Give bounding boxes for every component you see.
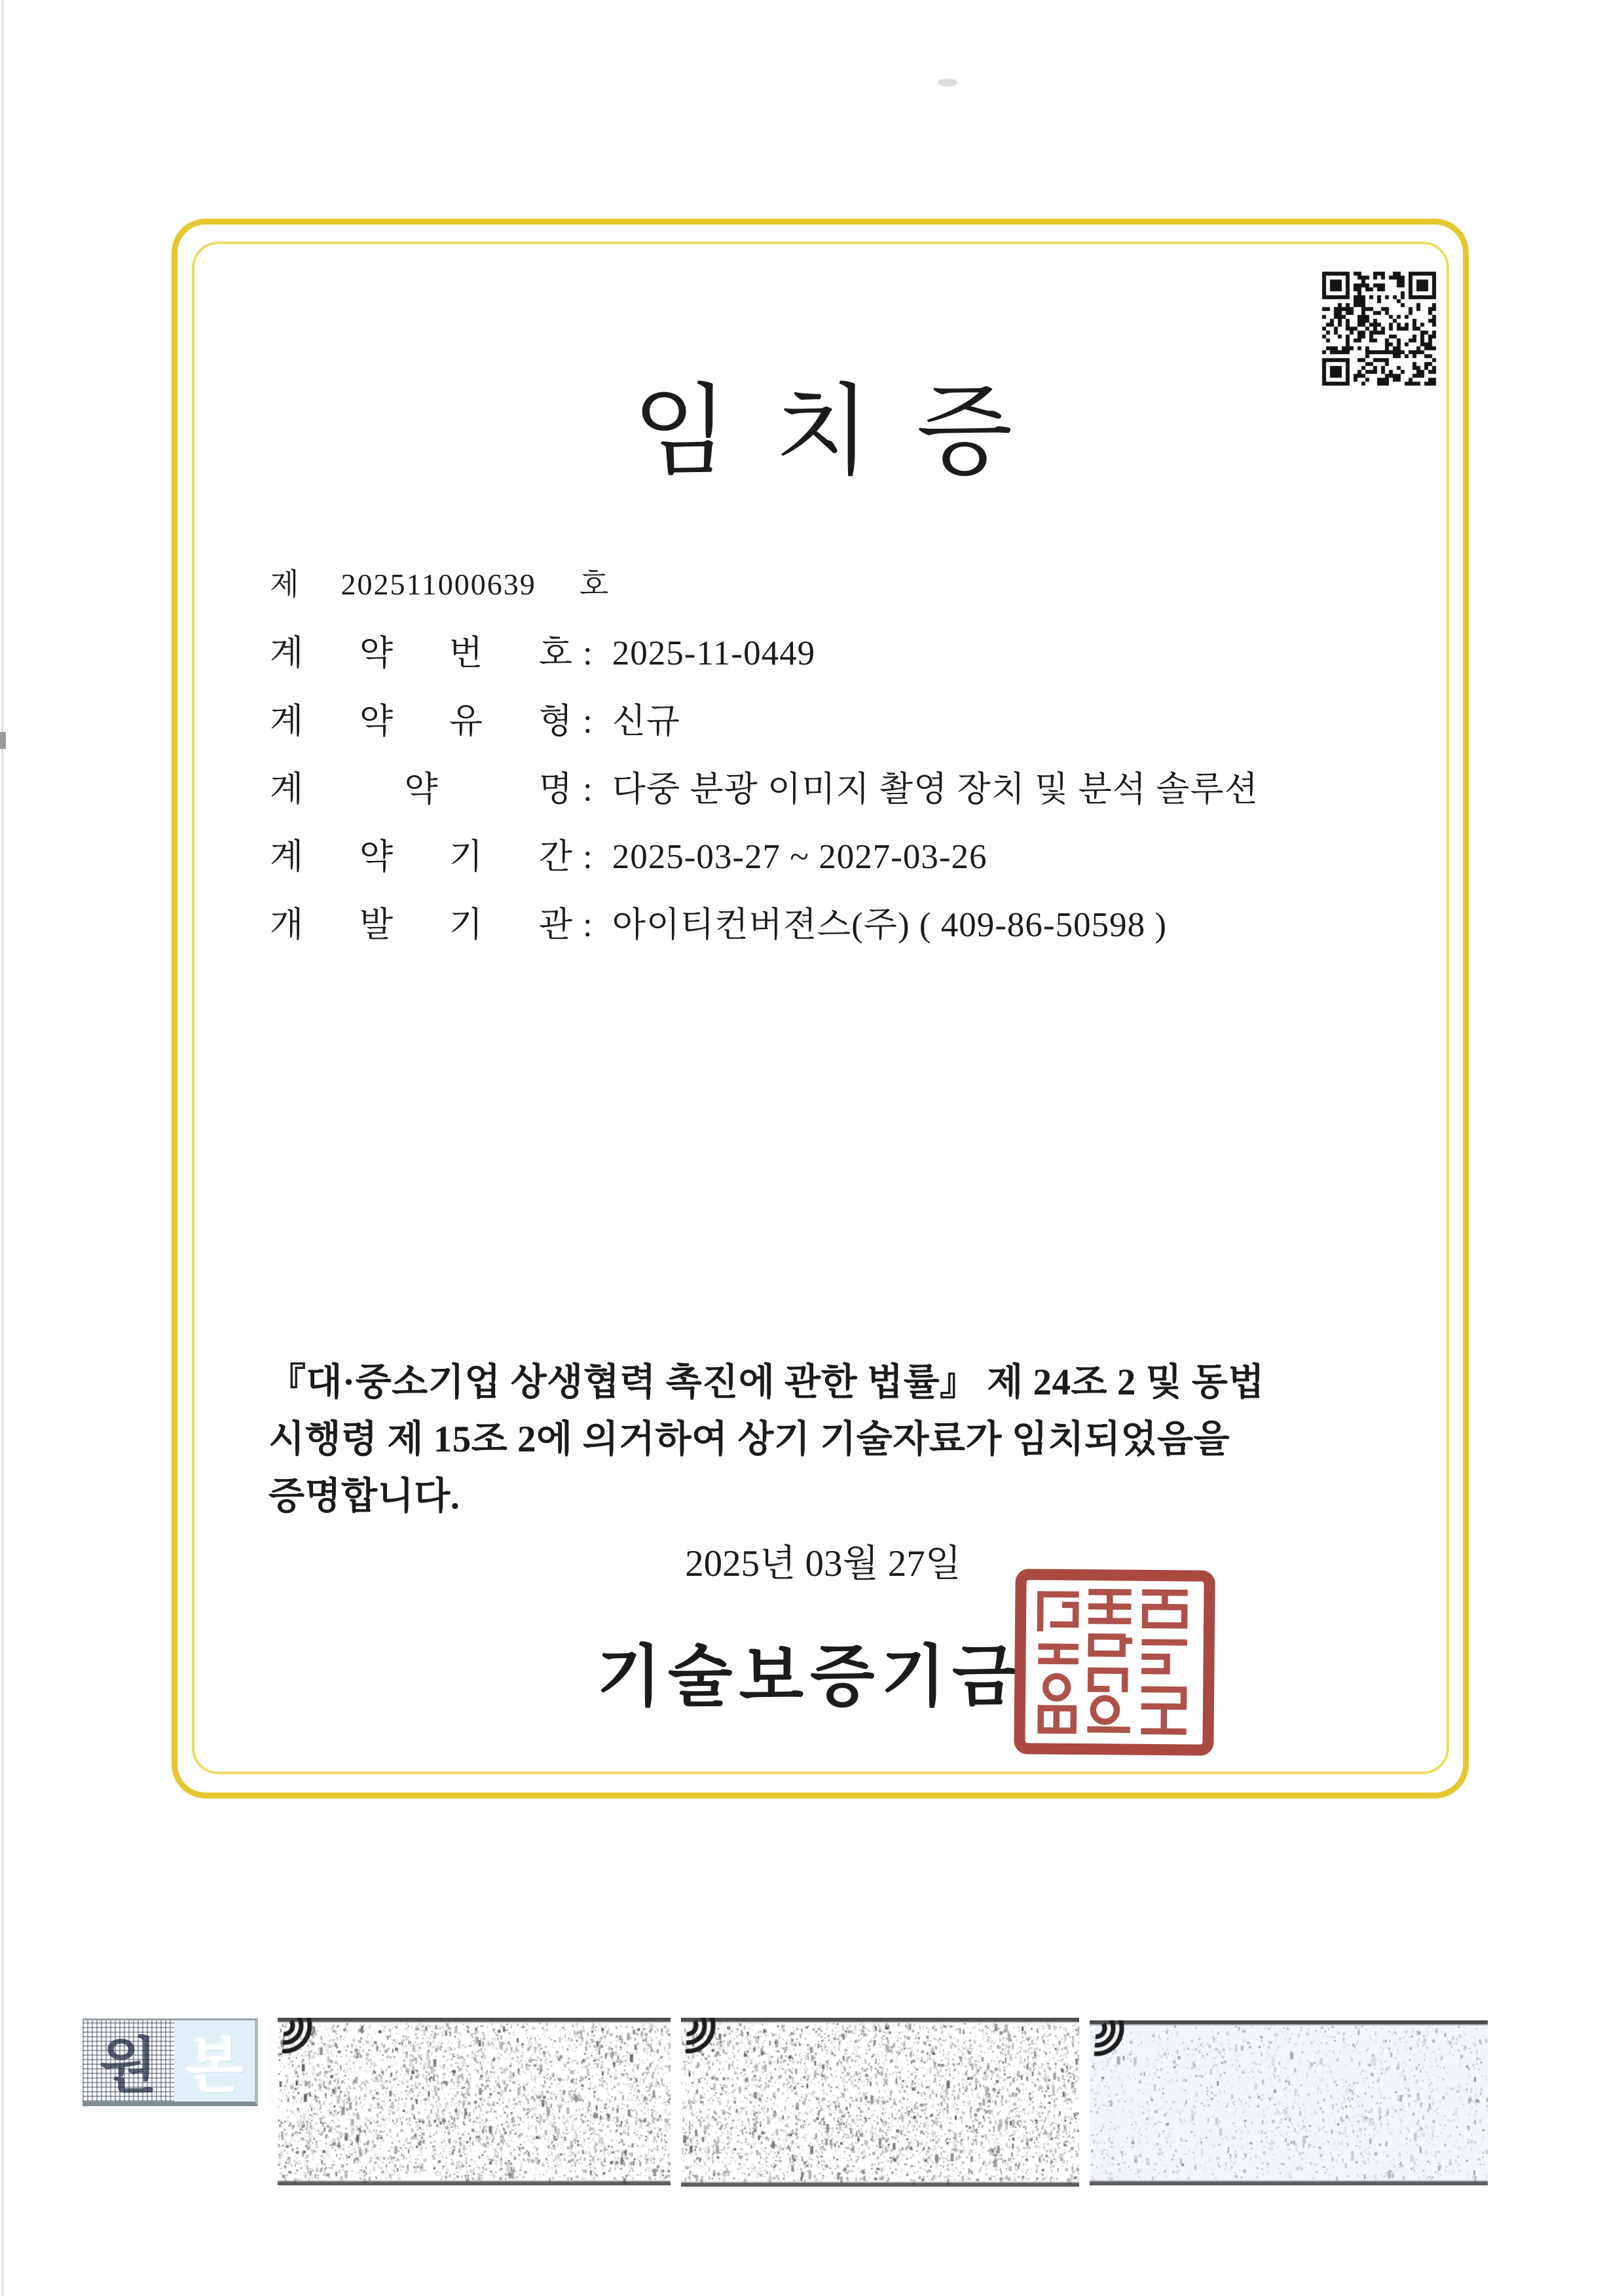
field-label: 계 약 기 간: [270, 838, 572, 876]
legal-statement: [268, 1354, 1395, 1525]
field-row-contract-period: [270, 829, 987, 879]
field-value: 신규: [612, 702, 681, 740]
statement-line: 시행령 제 15조 2에 의거하여 상기 기술자료가 임치되었음을: [268, 1419, 1230, 1460]
issue-date: 2025년 03월 27일: [685, 1543, 961, 1584]
watermark-char-right: 본: [185, 2033, 244, 2100]
field-value: 아이티컨버젼스(주) ( 409-86-50598 ): [612, 906, 1167, 944]
field-colon: :: [583, 771, 593, 809]
field-colon: :: [583, 906, 593, 944]
corporate-seal: [1013, 1568, 1216, 1757]
scan-edge-artifact: [1, 0, 4, 2296]
serial-suffix: 호: [579, 568, 609, 601]
field-colon: :: [583, 634, 593, 672]
security-pattern-strip-2: [681, 2018, 1079, 2187]
issuer-name: 기술보증기금: [597, 1641, 1024, 1715]
field-label: 계 약 명: [270, 771, 572, 809]
field-label: 개 발 기 관: [270, 906, 572, 944]
watermark-right-panel: [174, 2020, 255, 2102]
field-row-contract-type: [270, 693, 680, 743]
serial-prefix: 제: [270, 568, 299, 601]
watermark-left-panel: [83, 2020, 174, 2102]
field-row-contract-number: [270, 625, 815, 675]
field-value: 2025-03-27 ~ 2027-03-26: [612, 838, 987, 876]
field-value: 다중 분광 이미지 촬영 장치 및 분석 솔루션: [612, 771, 1259, 809]
certificate-title: 임 치 증: [632, 377, 1014, 487]
field-value: 2025-11-0449: [612, 634, 816, 672]
watermark-char-left: 원: [99, 2033, 158, 2100]
scan-dash-artifact: [0, 732, 6, 749]
field-colon: :: [583, 702, 593, 740]
statement-line: 증명합니다.: [268, 1476, 460, 1517]
security-pattern-strip-1: [278, 2018, 671, 2185]
field-label: 계 약 유 형: [270, 702, 572, 740]
field-colon: :: [583, 838, 593, 876]
security-pattern-strip-3: [1090, 2020, 1488, 2185]
field-row-developer: [270, 897, 1167, 947]
serial-number: 202511000639: [341, 568, 536, 601]
statement-line: 『대·중소기업 상생협력 촉진에 관한 법률』 제 24조 2 및 동법: [268, 1362, 1265, 1403]
serial-number-row: [270, 560, 608, 604]
field-label: 계 약 번 호: [270, 634, 572, 672]
field-row-contract-name: [270, 761, 1259, 811]
original-watermark-box: [83, 2018, 258, 2106]
scan-smudge-artifact: [938, 79, 957, 86]
